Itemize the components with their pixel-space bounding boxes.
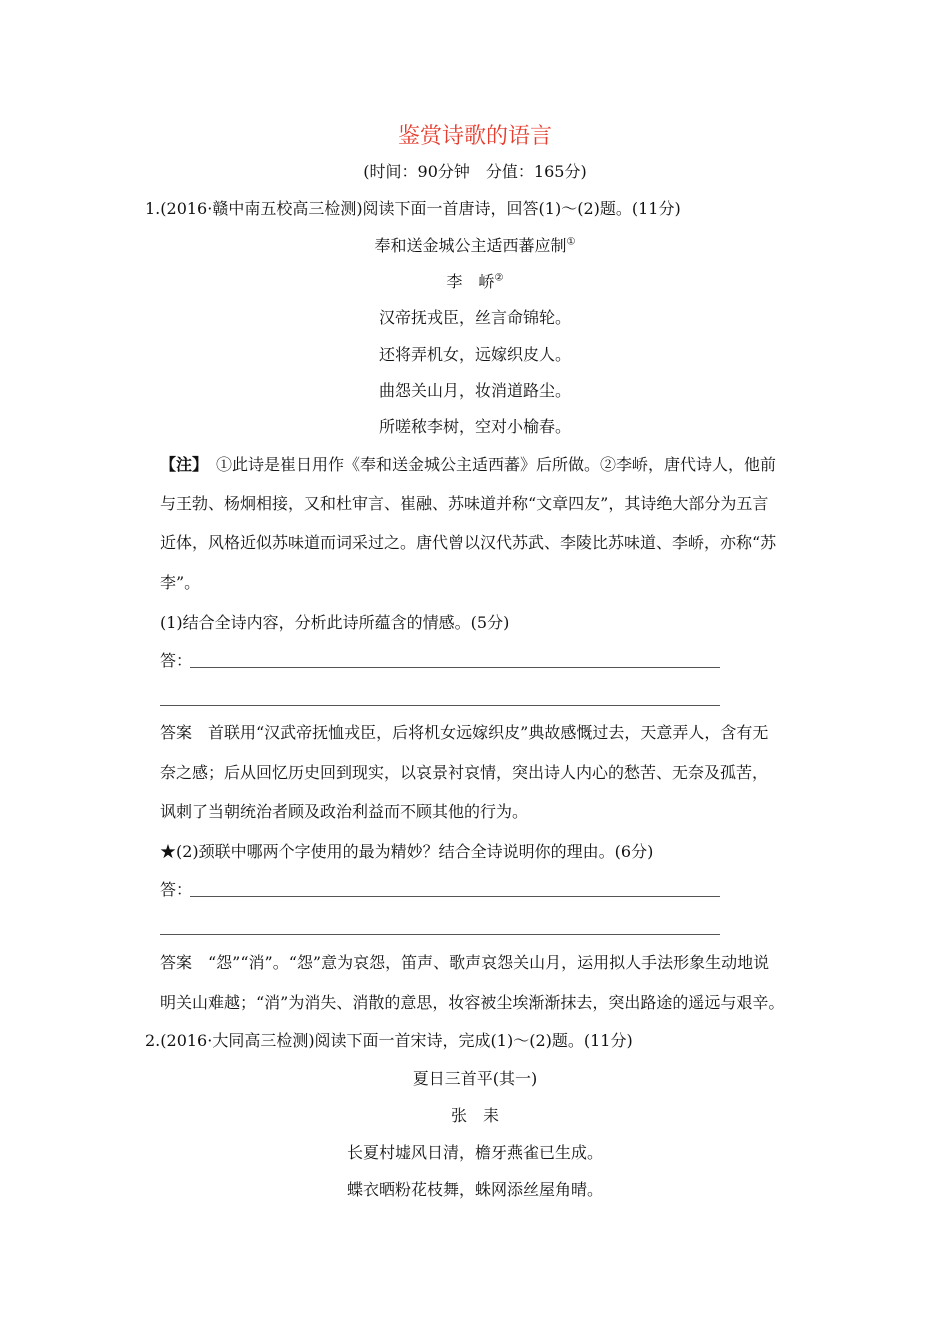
note-text: ①此诗是崔日用作《奉和送金城公主适西蕃》后所做。②李峤，唐代诗人，他前 <box>216 455 777 474</box>
poem-1-line: 还将弄机女，远嫁织皮人。 <box>378 345 571 364</box>
poem-1-title <box>0 236 950 256</box>
note-text: 近体，风格近似苏味道而词采过之。唐代曾以汉代苏武、李陵比苏味道、李峤，亦称“苏 <box>160 533 777 552</box>
poem-2-author: 张 耒 <box>450 1106 499 1125</box>
answer-blank-line[interactable] <box>190 896 720 897</box>
answer-text: 明关山难越；“消”为消失、消散的意思，妆容被尘埃渐渐抹去，突出路途的遥远与艰辛。 <box>160 993 785 1012</box>
poem-1-author <box>0 272 950 292</box>
answer-text: 奈之感；后从回忆历史回到现实，以哀景衬哀情，突出诗人内心的愁苦、无奈及孤苦， <box>160 763 769 782</box>
page-title: 鉴赏诗歌的语言 <box>397 124 552 149</box>
question-1-1: (1)结合全诗内容，分析此诗所蕴含的情感。(5分) <box>160 613 510 632</box>
answer-text: 答案 “怨”“消”。“怨”意为哀怨，笛声、歌声哀怨关山月，运用拟人手法形象生动地说 <box>160 953 770 972</box>
poem-1-line: 汉帝抚戎臣，丝言命锦轮。 <box>378 308 571 327</box>
answer-text: 答案 首联用“汉武帝抚恤戎臣，后将机女远嫁织皮”典故感慨过去，天意弄人，含有无 <box>160 723 769 742</box>
poem-1-author-footnote-mark: ② <box>494 272 504 284</box>
poem-1-title-footnote-mark: ① <box>566 236 576 248</box>
question-1-2: ★(2)颈联中哪两个字使用的最为精妙？结合全诗说明你的理由。(6分) <box>160 842 654 861</box>
answer-prompt: 答： <box>160 880 193 899</box>
poem-1-author-text: 李 峤 <box>446 272 495 291</box>
answer-text: 讽刺了当朝统治者顾及政治利益而不顾其他的行为。 <box>160 802 529 821</box>
answer-blank-line[interactable] <box>190 667 720 668</box>
answer-prompt: 答： <box>160 651 193 670</box>
poem-2-line: 蝶衣晒粉花枝舞，蛛网添丝屋角晴。 <box>346 1180 603 1199</box>
question-2-header: 2.(2016·大同高三检测)阅读下面一首宋诗，完成(1)～(2)题。(11分) <box>145 1031 633 1050</box>
poem-2-line: 长夏村墟风日清，檐牙燕雀已生成。 <box>346 1143 603 1162</box>
answer-blank-line[interactable] <box>160 934 720 935</box>
poem-1-line: 所嗟秾李树，空对小榆春。 <box>378 417 571 436</box>
poem-1-note <box>160 455 776 475</box>
note-label: 【注】 <box>160 455 209 474</box>
poem-2-title: 夏日三首平(其一) <box>412 1069 538 1088</box>
poem-1-title-text: 奉和送金城公主适西蕃应制 <box>374 236 567 255</box>
poem-1-line: 曲怨关山月，妆消道路尘。 <box>378 381 571 400</box>
exam-meta: (时间：90分钟 分值：165分) <box>363 162 587 181</box>
answer-blank-line[interactable] <box>160 705 720 706</box>
note-text: 与王勃、杨炯相接，又和杜审言、崔融、苏味道并称“文章四友”，其诗绝大部分为五言 <box>160 494 769 513</box>
note-text: 李”。 <box>160 573 201 592</box>
question-1-header: 1.(2016·赣中南五校高三检测)阅读下面一首唐诗，回答(1)～(2)题。(11分) <box>145 199 681 218</box>
